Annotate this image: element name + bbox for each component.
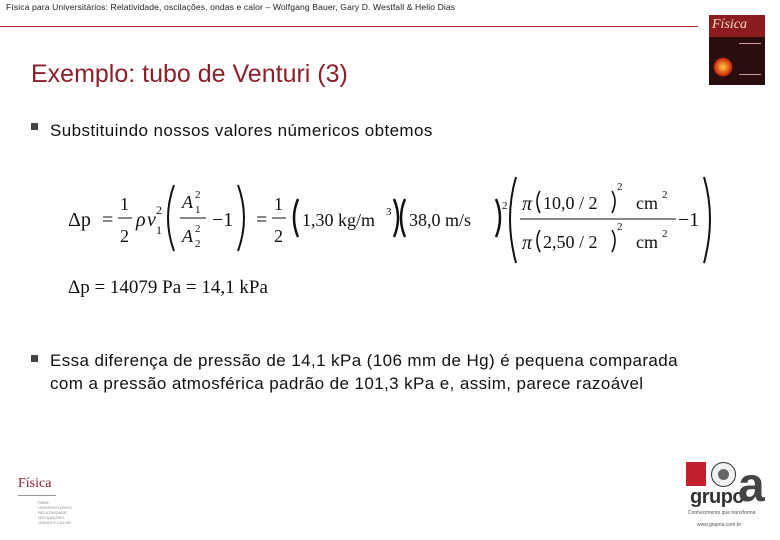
eq-velocity-sq: 2	[502, 200, 508, 212]
eq-one-1: 1	[120, 194, 129, 214]
eq-v-sub: 1	[156, 223, 162, 237]
eq-equals-2: =	[256, 209, 268, 231]
grupo-a-tagline: Conhecimento que transforma	[688, 510, 756, 516]
eq-delta-p: Δp	[68, 209, 91, 231]
mcgraw-hill-logo	[686, 462, 706, 486]
eq-A-den: A	[182, 226, 193, 246]
grupo-a-logo-letter: a	[738, 459, 765, 512]
book-cover-image	[709, 15, 765, 85]
eq-minus-one-2: −1	[678, 209, 700, 231]
eq-num-cm-sq: 2	[662, 189, 668, 201]
eq-den-cm: cm	[636, 232, 658, 252]
book-cover-title: Física	[712, 17, 747, 32]
eq-pi-den: π	[522, 232, 533, 254]
eq-den-sq: 2	[617, 221, 623, 233]
eq-rho: ρ	[136, 209, 146, 231]
eq-two-2: 2	[274, 226, 283, 246]
fisica-logo-rule	[18, 495, 56, 496]
eq-A-den-sq: 2	[195, 223, 201, 235]
eq-num-cm: cm	[636, 193, 658, 213]
fisica-logo-subtitle: PARA UNIVERSITÁRIOS RELATIVIDADE, OSCILAÇÕES, ONDAS E CALOR	[38, 500, 72, 525]
grupo-a-logo-text: grupo	[690, 486, 745, 508]
eq-density-cube: 3	[386, 206, 392, 218]
eq-A-den-sub: 2	[195, 238, 201, 250]
venturi-equation	[60, 173, 720, 303]
eq-one-2: 1	[274, 194, 283, 214]
eq-minus-one-1: −1	[212, 209, 234, 231]
eq-A-num-sq: 2	[195, 189, 201, 201]
eq-equals-1: =	[102, 209, 114, 231]
bullet-marker	[31, 355, 38, 362]
fisica-logo: Física	[18, 476, 52, 491]
header-rule	[0, 26, 698, 27]
slide-title: Exemplo: tubo de Venturi (3)	[31, 60, 348, 88]
eq-den-value: 2,50 / 2	[543, 232, 598, 252]
eq-v-sq: 2	[156, 203, 162, 217]
eq-den-cm-sq: 2	[662, 228, 668, 240]
eq-num-sq: 2	[617, 181, 623, 193]
university-seal-logo	[711, 462, 736, 487]
bullet-text-1: Substituindo nossos valores númericos obtemos	[50, 121, 433, 140]
bullet-text-2: Essa diferença de pressão de 14,1 kPa (106 mm de Hg) é pequena comparada com a pressão atmosférica padrão de 101,3 kPa e, assim, parece razoável	[50, 351, 678, 393]
eq-A-num-sub: 1	[195, 204, 201, 216]
header-text: Física para Universitários: Relatividade, oscilações, ondas e calor – Wolfgang Bauer, Gary D. Westfall & Helio Dias	[6, 2, 456, 12]
eq-two-1: 2	[120, 226, 129, 246]
eq-v: v	[147, 209, 156, 231]
eq-pi-num: π	[522, 193, 533, 215]
eq-result: Δp = 14079 Pa = 14,1 kPa	[68, 277, 268, 298]
eq-A-num: A	[182, 192, 193, 212]
eq-velocity: 38,0 m/s	[409, 210, 472, 230]
grupo-a-url: www.grupoa.com.br	[697, 522, 742, 528]
eq-density: 1,30 kg/m	[302, 210, 376, 230]
eq-num-value: 10,0 / 2	[543, 193, 598, 213]
bullet-marker	[31, 123, 38, 130]
